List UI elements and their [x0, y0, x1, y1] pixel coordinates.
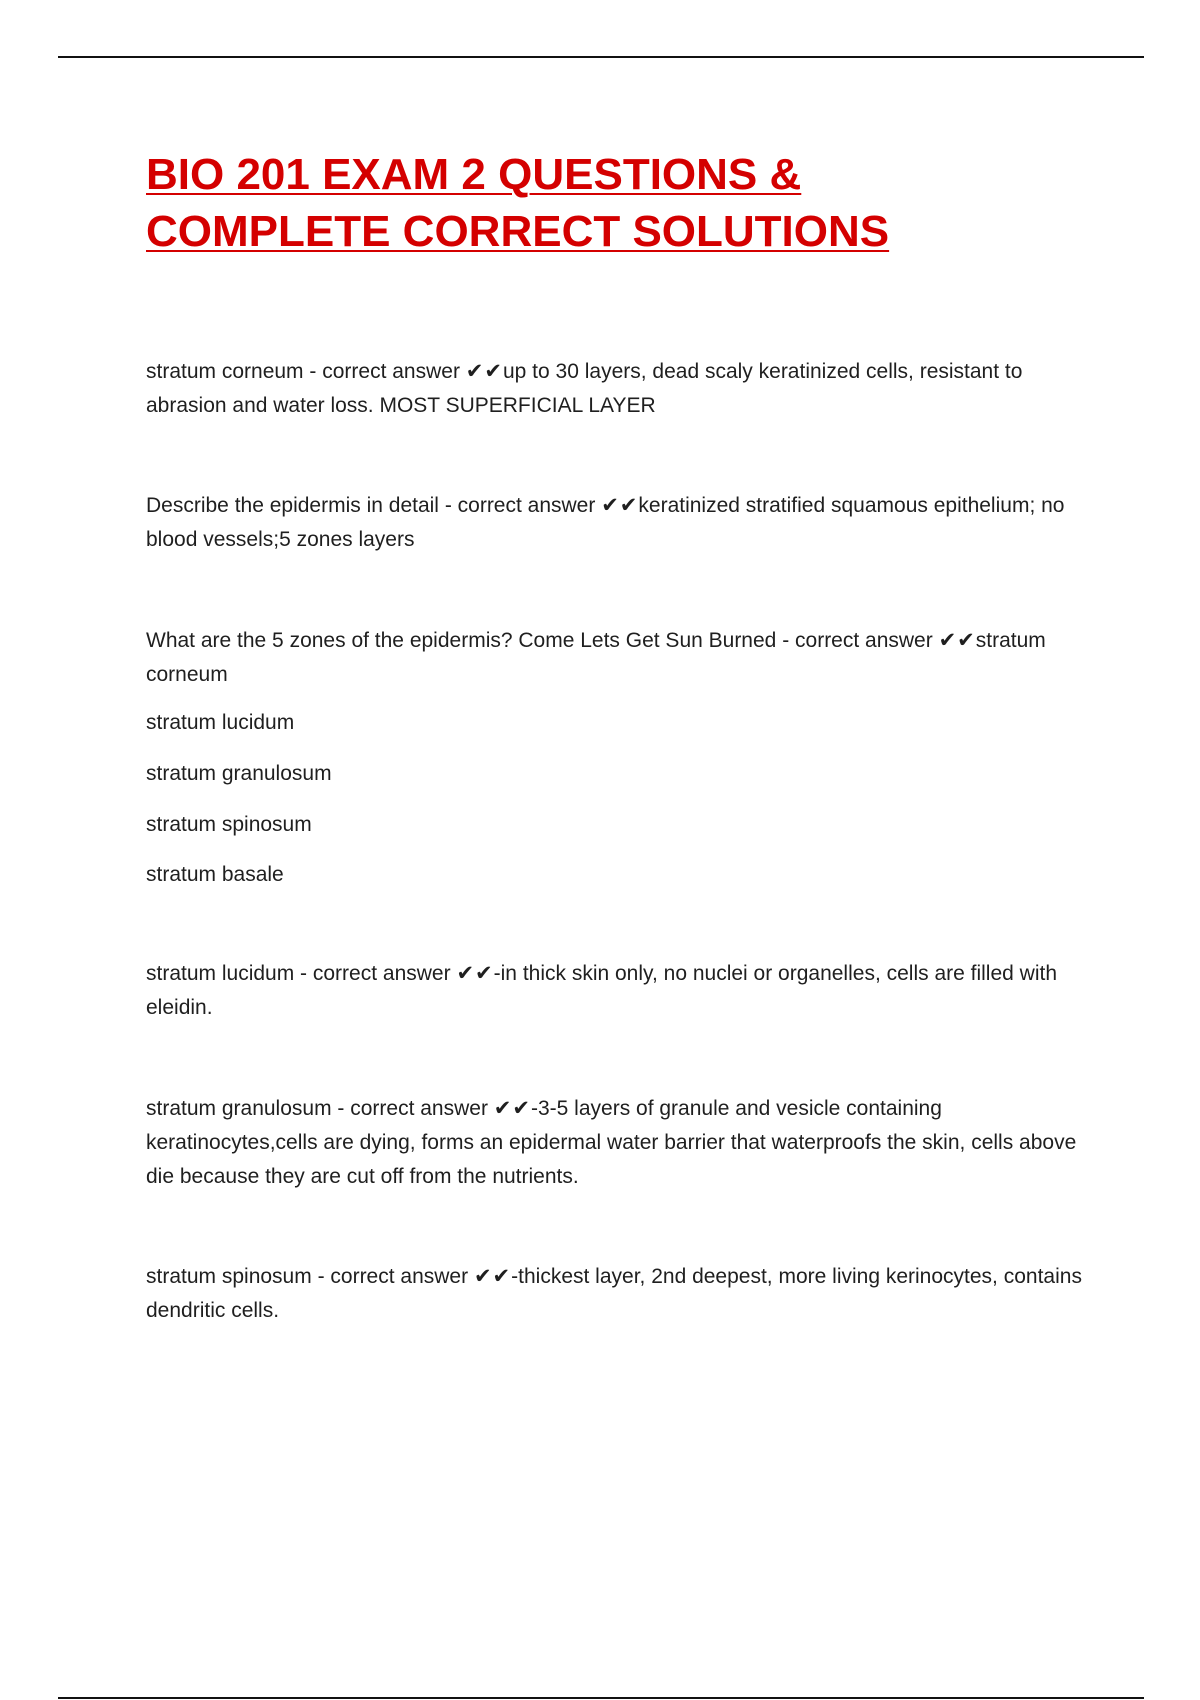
qa-entry-stratum-spinosum: [146, 1260, 1096, 1328]
check-marks-icon: ✔✔: [456, 962, 494, 985]
check-marks-icon: ✔✔: [938, 629, 976, 652]
answer-text: keratinized stratified squamous epithelium; no blood vessels;5 zones layers: [146, 494, 1065, 551]
answer-text: -in thick skin only, no nuclei or organelles, cells are filled with eleidin.: [146, 962, 1058, 1019]
answer-separator: - correct answer: [331, 1097, 494, 1120]
check-marks-icon: ✔✔: [493, 1097, 531, 1120]
question-text: Describe the epidermis in detail: [146, 494, 439, 517]
title-line-1: BIO 201 EXAM 2 QUESTIONS &: [146, 150, 802, 199]
answer-text: -3-5 layers of granule and vesicle containing keratinocytes,cells are dying, forms an epidermal water barrier that waterproofs the skin, cells above die because they are cut off from the nutrients.: [146, 1097, 1077, 1188]
check-marks-icon: ✔✔: [473, 1265, 512, 1288]
answer-text: up to 30 layers, dead scaly keratinized cells, resistant to abrasion and water loss. MOST SUPERFICIAL LAYER: [146, 360, 1023, 417]
question-text: stratum granulosum: [146, 1097, 332, 1120]
check-marks-icon: ✔✔: [601, 494, 639, 517]
answer-separator: - correct answer: [294, 962, 457, 985]
check-marks-icon: ✔✔: [465, 360, 503, 383]
qa-entry-epidermis-detail: [146, 489, 1096, 557]
answer-text: stratum corneum: [146, 629, 1046, 686]
qa-entry-five-zones: [146, 624, 1096, 692]
zone-list-item: stratum basale: [146, 863, 284, 886]
header-rule: [58, 56, 1144, 58]
title-line-2: COMPLETE CORRECT SOLUTIONS: [146, 207, 890, 256]
footer-rule: [58, 1697, 1144, 1699]
question-text: stratum corneum: [146, 360, 304, 383]
qa-entry-stratum-corneum: [146, 355, 1096, 423]
qa-entry-stratum-granulosum: [146, 1092, 1096, 1194]
answer-text: -thickest layer, 2nd deepest, more living kerinocytes, contains dendritic cells.: [146, 1265, 1082, 1322]
qa-entry-stratum-lucidum: [146, 957, 1096, 1025]
answer-separator: - correct answer: [776, 629, 939, 652]
zone-list-item: stratum spinosum: [146, 813, 312, 836]
answer-separator: - correct answer: [311, 1265, 474, 1288]
document-title: [146, 146, 1106, 260]
answer-separator: - correct answer: [438, 494, 602, 517]
zone-list-item: stratum granulosum: [146, 762, 332, 785]
zone-list-item: stratum lucidum: [146, 711, 295, 734]
question-text: stratum spinosum: [146, 1265, 312, 1288]
question-text: What are the 5 zones of the epidermis? Come Lets Get Sun Burned: [146, 629, 777, 652]
question-text: stratum lucidum: [146, 962, 295, 985]
answer-separator: - correct answer: [303, 360, 466, 383]
